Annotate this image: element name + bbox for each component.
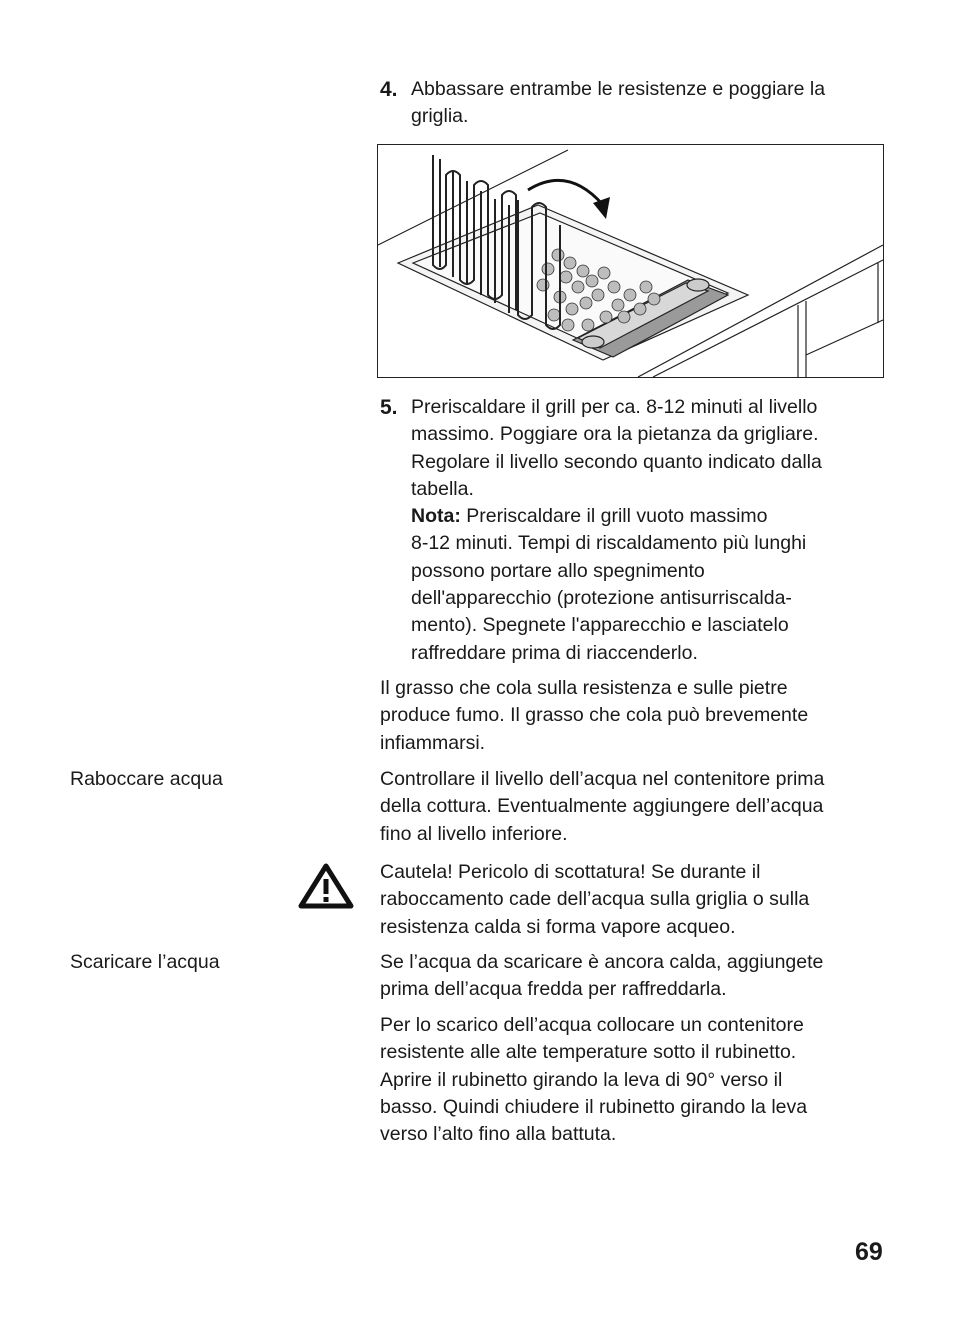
note-label: Nota: [411,505,461,528]
warning-paragraph [380,859,880,941]
paragraph-line: Aprire il rubinetto girando la leva di 90° verso il [380,1068,783,1091]
paragraph-line: produce fumo. Il grasso che cola può brevemente [380,704,809,727]
step-5-text [411,394,881,667]
drain-paragraph-2 [380,1012,880,1148]
step-5-line: Preriscaldare il grill per ca. 8-12 minuti al livello [411,396,818,418]
note-text: Preriscaldare il grill vuoto massimo [460,505,768,528]
note-line: dell'apparecchio (protezione antisurriscalda- [411,587,792,610]
paragraph-line: prima dell’acqua fredda per raffreddarla. [380,978,727,1001]
grill-illustration [377,144,884,378]
section-heading-drain: Scaricare l’acqua [70,951,220,973]
note-line: raffreddare prima di riaccenderlo. [411,641,698,664]
note-line [411,503,881,530]
note-line: 8-12 minuti. Tempi di riscaldamento più lunghi [411,532,807,555]
paragraph-line: infiammarsi. [380,731,486,754]
paragraph-line: resistenza calda si forma vapore acqueo. [380,915,736,938]
note-line: possono portare allo spegnimento [411,559,705,582]
grill-drawing [378,145,884,378]
step-4-number: 4. [380,78,398,101]
paragraph-line: Per lo scarico dell’acqua collocare un contenitore [380,1014,804,1036]
step-5-line: Regolare il livello secondo quanto indicato dalla [411,450,822,473]
paragraph-line: fino al livello inferiore. [380,822,568,845]
refill-paragraph [380,766,880,848]
paragraph-line: basso. Quindi chiudere il rubinetto girando la leva [380,1095,808,1118]
section-heading-refill: Raboccare acqua [70,768,223,790]
paragraph-line: Il grasso che cola sulla resistenza e sulle pietre [380,677,788,699]
note-line: mento). Spegnete l'apparecchio e lasciatelo [411,614,789,637]
step-5-number: 5. [380,396,398,419]
paragraph-line: Cautela! Pericolo di scottatura! Se durante il [380,861,761,883]
step-5-line: tabella. [411,477,474,500]
step-4-text-content: Abbassare entrambe le resistenze e poggiare la griglia. [411,78,826,128]
paragraph-line: resistente alle alte temperature sotto il rubinetto. [380,1041,797,1064]
grease-paragraph [380,675,880,757]
page-number: 69 [855,1238,883,1266]
paragraph-line: della cottura. Eventualmente aggiungere dell’acqua [380,795,824,818]
step-5-line: massimo. Poggiare ora la pietanza da grigliare. [411,423,819,446]
drain-paragraph-1 [380,949,880,1004]
paragraph-line: Se l’acqua da scaricare è ancora calda, aggiungete [380,951,824,973]
step-4-text [411,76,871,131]
paragraph-line: raboccamento cade dell’acqua sulla griglia o sulla [380,888,810,911]
warning-triangle-icon [298,862,354,910]
paragraph-line: Controllare il livello dell’acqua nel contenitore prima [380,768,825,790]
paragraph-line: verso l’alto fino alla battuta. [380,1123,617,1146]
